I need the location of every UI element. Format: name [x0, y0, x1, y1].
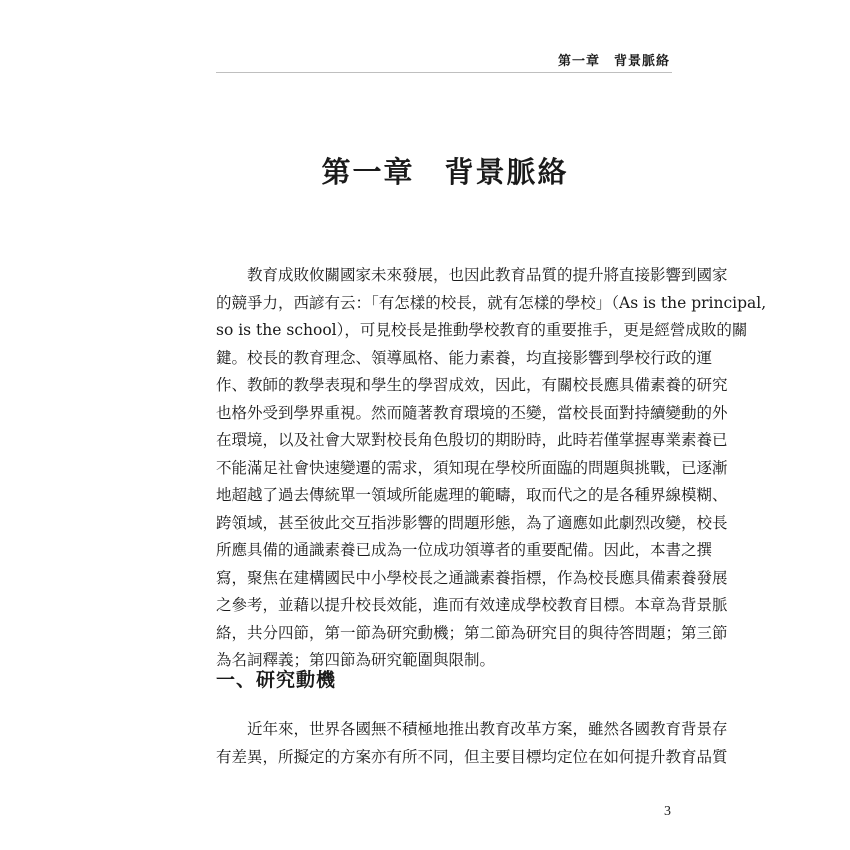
text-line: 地超越了過去傳統單一領域所能處理的範疇，取而代之的是各種界線模糊、 — [216, 486, 728, 504]
text-line: so is the school），可見校長是推動學校教育的重要推手，更是經營成敗的關 — [216, 321, 748, 339]
text-line: 跨領域，甚至彼此交互指涉影響的問題形態，為了適應如此劇烈改變，校長 — [216, 513, 728, 532]
chapter-number: 第一章 — [321, 155, 415, 189]
text-line: 作、教師的教學表現和學生的學習成效，因此，有關校長應具備素養的研究 — [216, 376, 728, 394]
chapter-name: 背景脈絡 — [444, 155, 569, 189]
chapter-title — [0, 150, 850, 191]
text-line: 絡，共分四節，第一節為研究動機；第二節為研究目的與待答問題；第三節 — [216, 623, 728, 642]
text-line: 也格外受到學界重視。然而隨著教育環境的丕變，當校長面對持續變動的外 — [216, 403, 728, 422]
page-number: 3 — [664, 804, 671, 819]
paragraph-intro — [216, 262, 767, 675]
text-line: 鍵。校長的教育理念、領導風格、能力素養，均直接影響到學校行政的運 — [216, 348, 713, 367]
text-line: 為名詞釋義；第四節為研究範圍與限制。 — [216, 651, 496, 669]
text-line: 教育成敗攸關國家未來發展，也因此教育品質的提升將直接影響到國家 — [247, 266, 728, 284]
text-line: 所應具備的通識素養已成為一位成功領導者的重要配備。因此，本書之撰 — [216, 541, 713, 559]
text-line: 的競爭力，西諺有云：「有怎樣的校長，就有怎樣的學校」（As is the principal, — [216, 293, 767, 312]
header-rule — [216, 72, 672, 73]
section-heading: 一、研究動機 — [216, 669, 337, 691]
text-line: 有差異，所擬定的方案亦有所不同，但主要目標均定位在如何提升教育品質 — [216, 747, 728, 766]
running-head: 第一章 背景脈絡 — [557, 54, 670, 69]
text-line: 在環境，以及社會大眾對校長角色殷切的期盼時，此時若僅掌握專業素養已 — [216, 431, 728, 449]
paragraph-motivation — [216, 716, 728, 771]
text-line: 之參考，並藉以提升校長效能，進而有效達成學校教育目標。本章為背景脈 — [216, 596, 728, 614]
text-line: 不能滿足社會快速變遷的需求，須知現在學校所面臨的問題與挑戰，已逐漸 — [216, 458, 728, 477]
text-line: 近年來，世界各國無不積極地推出教育改革方案，雖然各國教育背景存 — [247, 720, 728, 738]
text-line: 寫，聚焦在建構國民中小學校長之通識素養指標，作為校長應具備素養發展 — [216, 568, 728, 587]
